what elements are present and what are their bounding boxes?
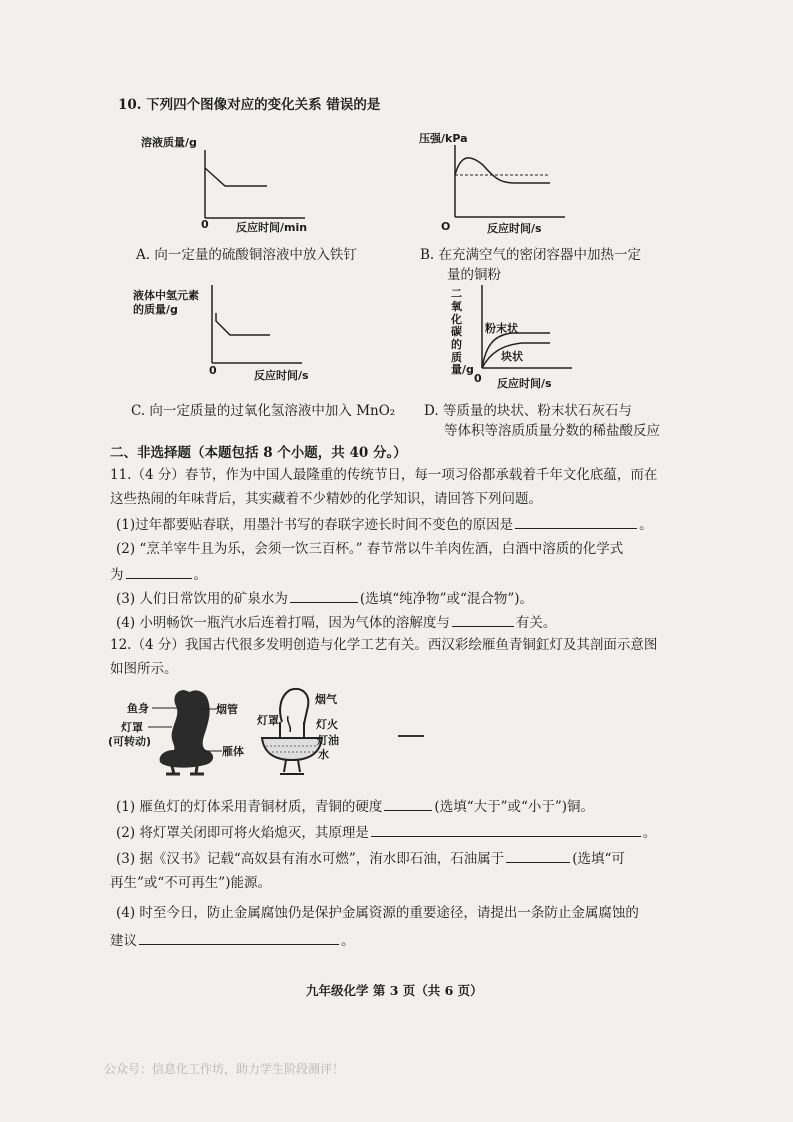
graphB-xlabel: 反应时间/s (487, 222, 542, 235)
graphB-origin: O (441, 220, 451, 233)
q11-part4-suffix: 有关。 (515, 615, 557, 631)
graphB-plot (445, 145, 575, 225)
q12-part4-line2: 建议 。 (110, 930, 355, 950)
fig-label-body: 雁体 (222, 745, 244, 758)
graphD-label-lump: 块状 (501, 350, 523, 363)
graphD-ylabel-7: 量/g (451, 363, 474, 376)
q12-stem-line2: 如图所示。 (110, 661, 178, 677)
q10-option-b-line1: B. 在充满空气的密闭容器中加热一定 (420, 247, 642, 263)
graphA-origin: 0 (201, 218, 209, 231)
graphC-plot (202, 285, 312, 375)
q11-part3-blank[interactable] (290, 588, 358, 603)
cross-section-basin (262, 738, 322, 760)
q11-part2-prefix: 为 (110, 567, 124, 583)
graphC-xlabel: 反应时间/s (254, 369, 309, 382)
q12-part3-blank[interactable] (506, 848, 570, 863)
graphC-ylabel-line2: 的质量/g (133, 303, 178, 316)
graphD-ylabel-2: 氧 (451, 300, 462, 313)
fig-leader-body (204, 750, 222, 752)
graphC-curve (216, 313, 270, 335)
q12-part3-line1 (116, 848, 625, 868)
q12-part3-text: (3) 据《汉书》记载“高奴县有洧水可燃”，洧水即石油，石油属于 (116, 851, 505, 867)
graphD-ylabel-3: 化 (451, 313, 462, 326)
section-2-title: 二、非选择题（本题包括 8 个小题，共 40 分。） (110, 445, 407, 461)
q10-stem: 10. 下列四个图像对应的变化关系 错误的是 (118, 97, 381, 113)
cross-section-stand (280, 760, 304, 774)
q12-part3-line2: 再生”或“不可再生”)能源。 (110, 875, 271, 891)
q11-part3 (116, 588, 533, 608)
fig-label-shade-2: 灯罩 (257, 714, 279, 727)
fig-label-oil: 灯油 (317, 734, 339, 747)
q12-part2-blank[interactable] (371, 822, 641, 837)
q12-part1-text: (1) 雁鱼灯的灯体采用青铜材质，青铜的硬度 (116, 799, 383, 815)
q11-part2-line1: (2) “烹羊宰牛且为乐，会须一饮三百杯。” 春节常以牛羊肉佐酒，白酒中溶质的化学式 (116, 541, 624, 557)
graphD-ylabel-4: 碳 (451, 325, 462, 338)
watermark-text: 公众号：信息化工作坊，助力学生阶段测评！ (104, 1062, 345, 1076)
q11-part4-blank[interactable] (452, 612, 514, 627)
q12-part1 (116, 796, 594, 816)
q11-part1-blank[interactable] (515, 514, 637, 529)
q11-part2-blank[interactable] (126, 564, 192, 579)
page-footer: 九年级化学 第 3 页（共 6 页） (306, 983, 483, 998)
q12-part1-suffix: (选填“大于”或“小于”)铜。 (434, 799, 595, 815)
q11-part3-text: (3) 人们日常饮用的矿泉水为 (116, 591, 288, 607)
q12-part2: (2) 将灯罩关闭即可将火焰熄灭，其原理是 。 (116, 822, 656, 842)
graphB-curve (455, 158, 550, 183)
q12-part4-blank[interactable] (139, 930, 339, 945)
q11-part1-text: (1)过年都要贴春联，用墨汁书写的春联字迹长时间不变色的原因是 (116, 517, 514, 533)
fig-label-shade: 灯罩 (121, 721, 143, 734)
graphD-label-powder: 粉末状 (485, 322, 518, 335)
goose-lamp-body (160, 690, 213, 768)
graphB-ylabel: 压强/kPa (419, 132, 468, 145)
graphA-curve (205, 168, 267, 186)
graphD-xlabel: 反应时间/s (497, 377, 552, 390)
q11-part4 (116, 612, 556, 632)
q10-option-b-line2: 量的铜粉 (447, 267, 501, 283)
q12-part2-text: (2) 将灯罩关闭即可将火焰熄灭，其原理是 (116, 825, 369, 841)
fig-label-water: 水 (318, 748, 329, 761)
fig-label-pipe: 烟管 (216, 703, 238, 716)
q10-option-c: C. 向一定质量的过氧化氢溶液中加入 MnO₂ (131, 403, 396, 419)
q10-option-d-line1: D. 等质量的块状、粉末状石灰石与 (424, 403, 632, 419)
fig-label-fish: 鱼身 (127, 702, 149, 715)
graphA-xlabel: 反应时间/min (236, 221, 308, 234)
fig-leader-pipe (200, 708, 216, 710)
graphD-ylabel-6: 质 (451, 351, 462, 364)
q11-part2-line2: 为 。 (110, 564, 207, 584)
q11-stem-line1: 11.（4 分）春节，作为中国人最隆重的传统节日，每一项习俗都承载着千年文化底蕴，而在 (110, 467, 658, 483)
graphA-ylabel: 溶液质量/g (141, 136, 197, 149)
q12-part1-blank[interactable] (384, 796, 432, 811)
q11-part4-text: (4) 小明畅饮一瓶汽水后连着打嗝，因为气体的溶解度与 (116, 615, 450, 631)
q12-part3-suffix: (选填“可 (572, 851, 625, 867)
q12-stem-line1: 12.（4 分）我国古代很多发明创造与化学工艺有关。西汉彩绘雁鱼青铜釭灯及其剖面示意图 (110, 637, 658, 653)
cross-section-flame (288, 716, 291, 732)
q11-part1: (1)过年都要贴春联，用墨汁书写的春联字迹长时间不变色的原因是 。 (116, 514, 653, 534)
q11-stem-line2: 这些热闹的年味背后，其实藏着不少精妙的化学知识，请回答下列问题。 (110, 491, 542, 507)
fig-leader-shade (148, 726, 174, 728)
q10-option-a: A. 向一定量的硫酸铜溶液中放入铁钉 (136, 247, 357, 263)
q12-part4-line1: (4) 时至今日，防止金属腐蚀仍是保护金属资源的重要途径，请提出一条防止金属腐蚀的 (116, 905, 639, 921)
fig-label-flame: 灯火 (316, 718, 338, 731)
graphA-plot (195, 150, 315, 230)
scan-mark (398, 734, 426, 738)
graphD-ylabel-1: 二 (451, 287, 462, 300)
graphD-ylabel-5: 的 (451, 338, 462, 351)
cross-section-neck (280, 689, 308, 726)
graphC-ylabel-line1: 液体中氢元素 (133, 289, 199, 302)
fig-leader-fish (152, 707, 182, 709)
fig-label-smoke: 烟气 (315, 693, 337, 706)
graphD-origin: 0 (474, 372, 482, 385)
q12-part4-prefix: 建议 (110, 933, 137, 949)
fig-label-rotatable: (可转动) (108, 735, 152, 748)
q11-part3-suffix: (选填“纯净物”或“混合物”)。 (359, 591, 534, 607)
q10-option-d-line2: 等体积等溶质质量分数的稀盐酸反应 (444, 423, 660, 439)
graphC-origin: 0 (209, 364, 217, 377)
